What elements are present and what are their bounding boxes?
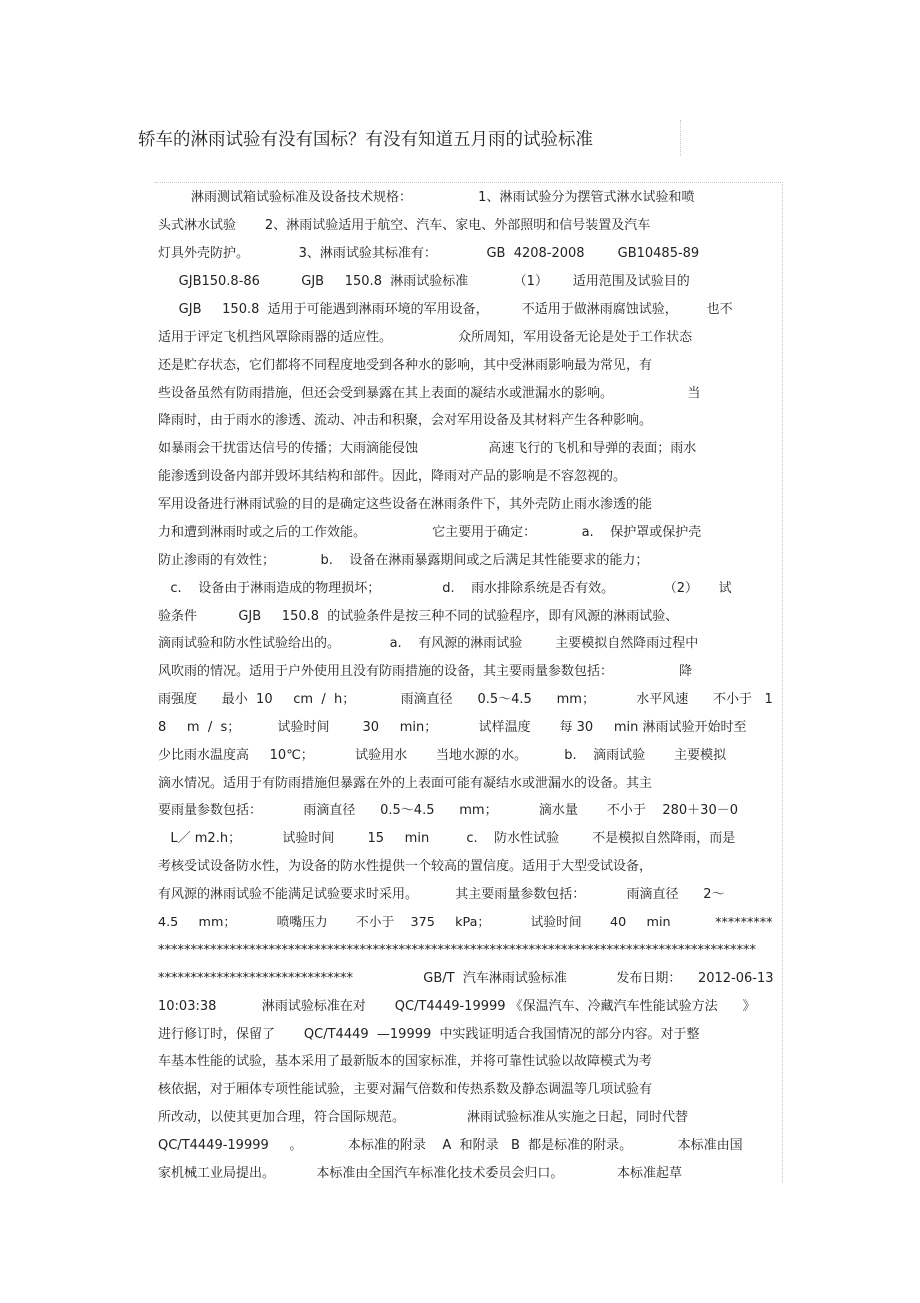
text-line: 军用设备进行淋雨试验的目的是确定这些设备在淋雨条件下，其外壳防止雨水渗透的能 — [158, 497, 653, 512]
title-divider — [680, 120, 681, 156]
text-line: 考核受试设备防水性，为设备的防水性提供一个较高的置信度。适用于大型受试设备， — [158, 859, 653, 874]
text-line: 淋雨测试箱试验标准及设备技术规格： 1、淋雨试验分为摆管式淋水试验和喷 — [158, 190, 695, 205]
text-line: 滴水情况。适用于有防雨措施但暴露在外的上表面可能有凝结水或泄漏水的设备。其主 — [158, 776, 653, 791]
text-line: 灯具外壳防护。 3、淋雨试验其标准有： GB 4208-2008 GB10485-89 — [158, 246, 700, 261]
text-line: 如暴雨会干扰雷达信号的传播；大雨滴能侵蚀 高速飞行的飞机和导弹的表面；雨水 — [158, 441, 697, 456]
text-line: 4.5 mm； 喷嘴压力 不小于 375 kPa； 试验时间 40 min ********* — [158, 915, 773, 930]
text-line: 滴雨试验和防水性试验给出的。 a. 有风源的淋雨试验 主要模拟自然降雨过程中 — [158, 636, 699, 651]
text-line: c. 设备由于淋雨造成的物理损坏； d. 雨水排除系统是否有效。 （2） 试 — [158, 581, 732, 596]
text-line: 能渗透到设备内部并毁坏其结构和部件。因此，降雨对产品的影响是不容忽视的。 — [158, 469, 627, 484]
text-line: ****************************** GB/T 汽车淋雨试验标准 发布日期： 2012-06-13 — [158, 971, 774, 986]
text-line: 风吹雨的情况。适用于户外使用且没有防雨措施的设备，其主要雨量参数包括： 降 — [158, 664, 693, 679]
text-line: 核依据，对于厢体专项性能试验，主要对漏气倍数和传热系数及静态调温等几项试验有 — [158, 1082, 653, 1097]
text-line: 车基本性能的试验，基本采用了最新版本的国家标准，并将可靠性试验以故障模式为考 — [158, 1054, 653, 1069]
text-line: 验条件 GJB 150.8 的试验条件是按三种不同的试验程序，即有风源的淋雨试验、 — [158, 609, 679, 624]
text-line: 10:03:38 淋雨试验标准在对 QC/T4449-19999 《保温汽车、冷藏汽车性能试验方法 》 — [158, 999, 756, 1014]
text-line: GJB 150.8 适用于可能遇到淋雨环境的军用设备， 不适用于做淋雨腐蚀试验， 也不 — [158, 302, 733, 317]
text-line: 雨强度 最小 10 cm / h； 雨滴直径 0.5～4.5 mm； 水平风速 不小于 1 — [158, 692, 773, 707]
text-line: 些设备虽然有防雨措施，但还会受到暴露在其上表面的凝结水或泄漏水的影响。 当 — [158, 386, 701, 401]
page-title: 轿车的淋雨试验有没有国标？有没有知道五月雨的试验标准 — [138, 130, 593, 150]
text-line: L／ m2.h； 试验时间 15 min c. 防水性试验 不是模拟自然降雨，而是 — [158, 831, 736, 846]
text-line: QC/T4449-19999 。 本标准的附录 A 和附录 B 都是标准的附录。 本标准由国 — [158, 1138, 743, 1153]
text-line: 还是贮存状态，它们都将不同程度地受到各种水的影响，其中受淋雨影响最为常见，有 — [158, 358, 653, 373]
text-line: 防止渗雨的有效性； b. 设备在淋雨暴露期间或之后满足其性能要求的能力； — [158, 553, 649, 568]
text-line: 降雨时，由于雨水的渗透、流动、冲击和积聚，会对军用设备及其材料产生各种影响。 — [158, 413, 653, 428]
text-line: 家机械工业局提出。 本标准由全国汽车标准化技术委员会归口。 本标准起草 — [158, 1166, 683, 1181]
text-line: 所改动，以使其更加合理，符合国际规范。 淋雨试验标准从实施之日起，同时代替 — [158, 1110, 688, 1125]
text-line: GJB150.8-86 GJB 150.8 淋雨试验标准 （1） 适用范围及试验目的 — [158, 274, 690, 289]
text-line: 进行修订时，保留了 QC/T4449 —19999 中实践证明适合我国情况的部分内容。对于整 — [158, 1027, 700, 1042]
text-line: 少比雨水温度高 10℃； 试验用水 当地水源的水。 b. 滴雨试验 主要模拟 — [158, 748, 727, 763]
text-line: 要雨量参数包括： 雨滴直径 0.5～4.5 mm； 滴水量 不小于 280＋30－0 — [158, 803, 738, 818]
text-line: ******************************************************************************************** — [158, 943, 756, 958]
text-line: 8 m / s； 试验时间 30 min； 试样温度 每 30 min 淋雨试验开始时至 — [158, 720, 747, 735]
text-line: 力和遭到淋雨时或之后的工作效能。 它主要用于确定： a. 保护罩或保护壳 — [158, 525, 702, 540]
text-line: 适用于评定飞机挡风罩除雨器的适应性。 众所周知，军用设备无论是处于工作状态 — [158, 330, 693, 345]
text-line: 头式淋水试验 2、淋雨试验适用于航空、汽车、家电、外部照明和信号装置及汽车 — [158, 218, 651, 233]
text-line: 有风源的淋雨试验不能满足试验要求时采用。 其主要雨量参数包括： 雨滴直径 2～ — [158, 887, 725, 902]
